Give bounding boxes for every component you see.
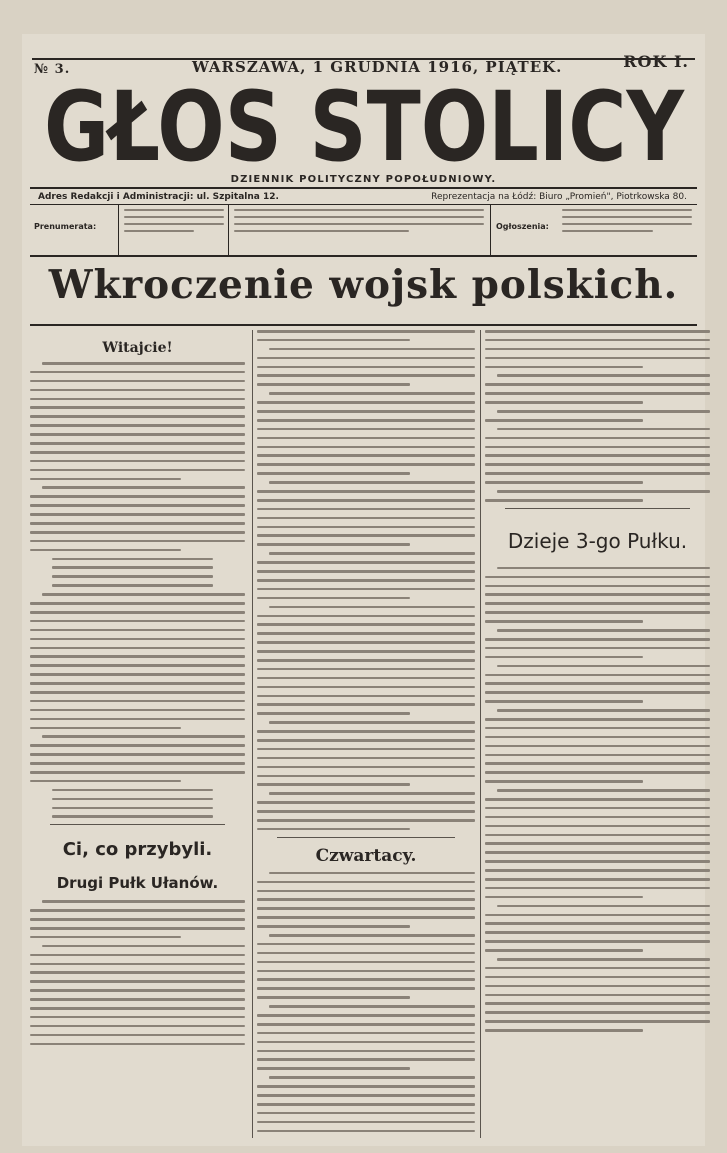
office-hours-text	[234, 209, 484, 237]
issue-number: № 3.	[34, 62, 71, 77]
column-3	[480, 330, 710, 1138]
section-divider	[505, 508, 690, 509]
subscription-terms	[124, 209, 224, 237]
ads-terms	[562, 209, 692, 237]
masthead-logo	[40, 80, 688, 168]
article-text-drugi-pulk	[30, 900, 245, 1045]
article-columns	[30, 324, 697, 1138]
section-heading-witajcie: Witajcie!	[102, 340, 173, 356]
masthead-subtitle: DZIENNIK POLITYCZNY POPOŁUDNIOWY.	[230, 174, 497, 185]
article-text-column-2-top	[257, 330, 475, 830]
section-heading-drugi-pulk: Drugi Pułk Ułanów.	[56, 874, 219, 893]
price-divider	[228, 205, 229, 255]
ads-label: Ogłoszenia:	[496, 222, 549, 231]
column-2	[252, 330, 475, 1138]
section-heading-czwartacy: Czwartacy.	[315, 845, 417, 866]
section-heading-dzieje: Dzieje 3-go Pułku.	[507, 528, 688, 553]
year-label: ROK I.	[623, 52, 689, 71]
editorial-address: Adres Redakcji i Administracji: ul. Szpitalna 12.	[38, 192, 279, 202]
price-bar	[30, 204, 697, 257]
newspaper-page	[22, 34, 705, 1146]
masthead	[40, 80, 688, 168]
info-bar	[30, 187, 697, 205]
main-headline: Wkroczenie wojsk polskich.	[48, 262, 679, 308]
section-divider	[50, 824, 225, 825]
dateline: WARSZAWA, 1 GRUDNIA 1916, PIĄTEK.	[192, 58, 563, 76]
section-divider	[277, 837, 455, 838]
article-text-column-3-top	[485, 330, 710, 502]
masthead-text: GŁOS STOLICY	[44, 80, 686, 168]
price-divider	[490, 205, 491, 255]
lodz-representation: Reprezentacja na Łódź: Biuro „Promień", Piotrkowska 80.	[431, 192, 687, 202]
article-text-witajcie	[30, 362, 245, 818]
article-text-dzieje	[485, 567, 710, 1032]
subscription-label: Prenumerata:	[34, 222, 97, 231]
top-rule	[32, 58, 695, 60]
article-text-czwartacy	[257, 872, 475, 1138]
section-heading-ci-co-przybyli: Ci, co przybyli.	[62, 839, 213, 861]
price-divider	[118, 205, 119, 255]
column-1	[30, 330, 245, 1138]
